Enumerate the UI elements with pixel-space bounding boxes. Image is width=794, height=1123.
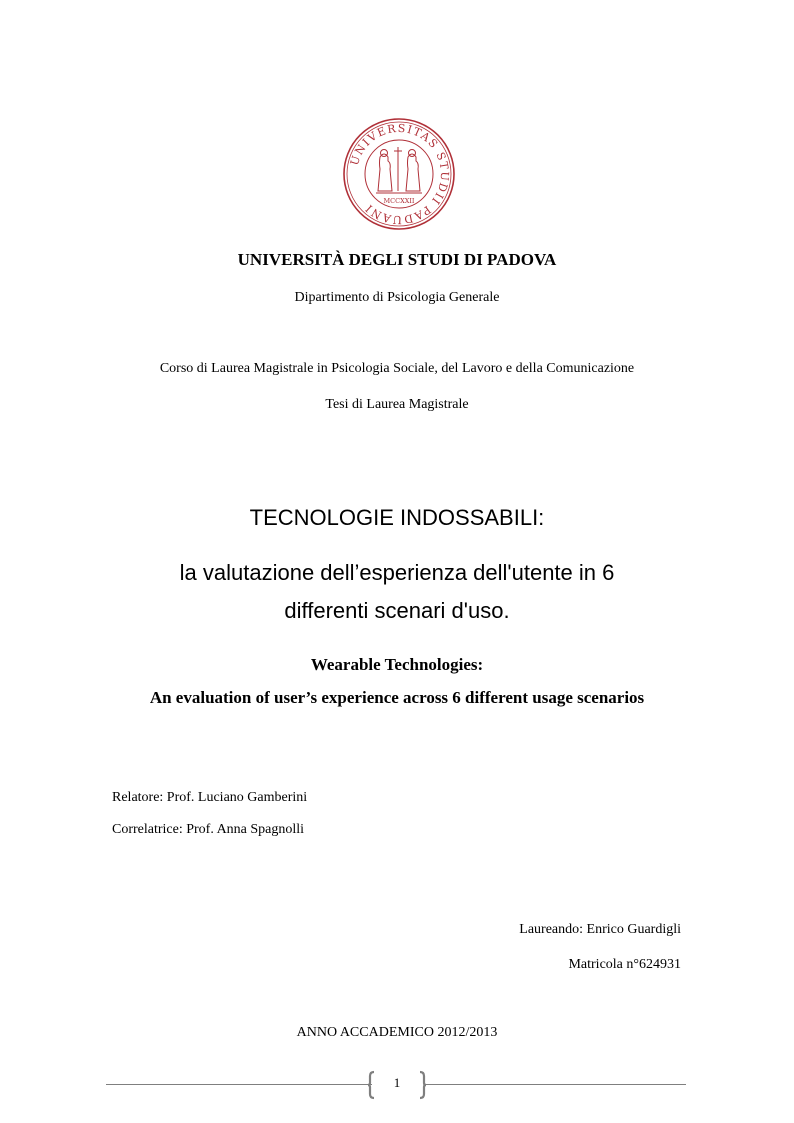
title-italian-line-3: differenti scenari d'uso. (284, 598, 510, 623)
seal-year: MCCXXII (383, 197, 415, 205)
university-name: UNIVERSITÀ DEGLI STUDI DI PADOVA (237, 250, 557, 269)
academic-year: ANNO ACCADEMICO 2012/2013 (296, 1025, 498, 1040)
department-name: Dipartimento di Psicologia Generale (294, 290, 500, 305)
footer-divider-left (106, 1084, 372, 1085)
title-italian-line-1: TECNOLOGIE INDOSSABILI: (249, 505, 545, 530)
footer-divider-right (424, 1084, 686, 1085)
university-seal-icon (342, 117, 456, 231)
relatore: Relatore: Prof. Luciano Gamberini (112, 790, 308, 805)
matricola: Matricola n°624931 (568, 957, 681, 972)
svg-text:UNIVERSITAS STUDII PADUANI (348, 122, 451, 226)
title-italian-line-2: la valutazione dell’esperienza dell'utente in 6 (179, 560, 615, 585)
laureando: Laureando: Enrico Guardigli (519, 922, 681, 937)
page-number: 1 (393, 1075, 401, 1090)
thesis-type: Tesi di Laurea Magistrale (325, 397, 469, 412)
title-english-line-1: Wearable Technologies: (310, 655, 484, 674)
correlatrice: Correlatrice: Prof. Anna Spagnolli (112, 822, 305, 837)
seal-ring-text: UNIVERSITAS STUDII PADUANI (347, 121, 452, 227)
title-english-line-2: An evaluation of user’s experience across 6 different usage scenarios (149, 688, 645, 707)
course-name: Corso di Laurea Magistrale in Psicologia Sociale, del Lavoro e della Comunicazione (159, 361, 635, 376)
